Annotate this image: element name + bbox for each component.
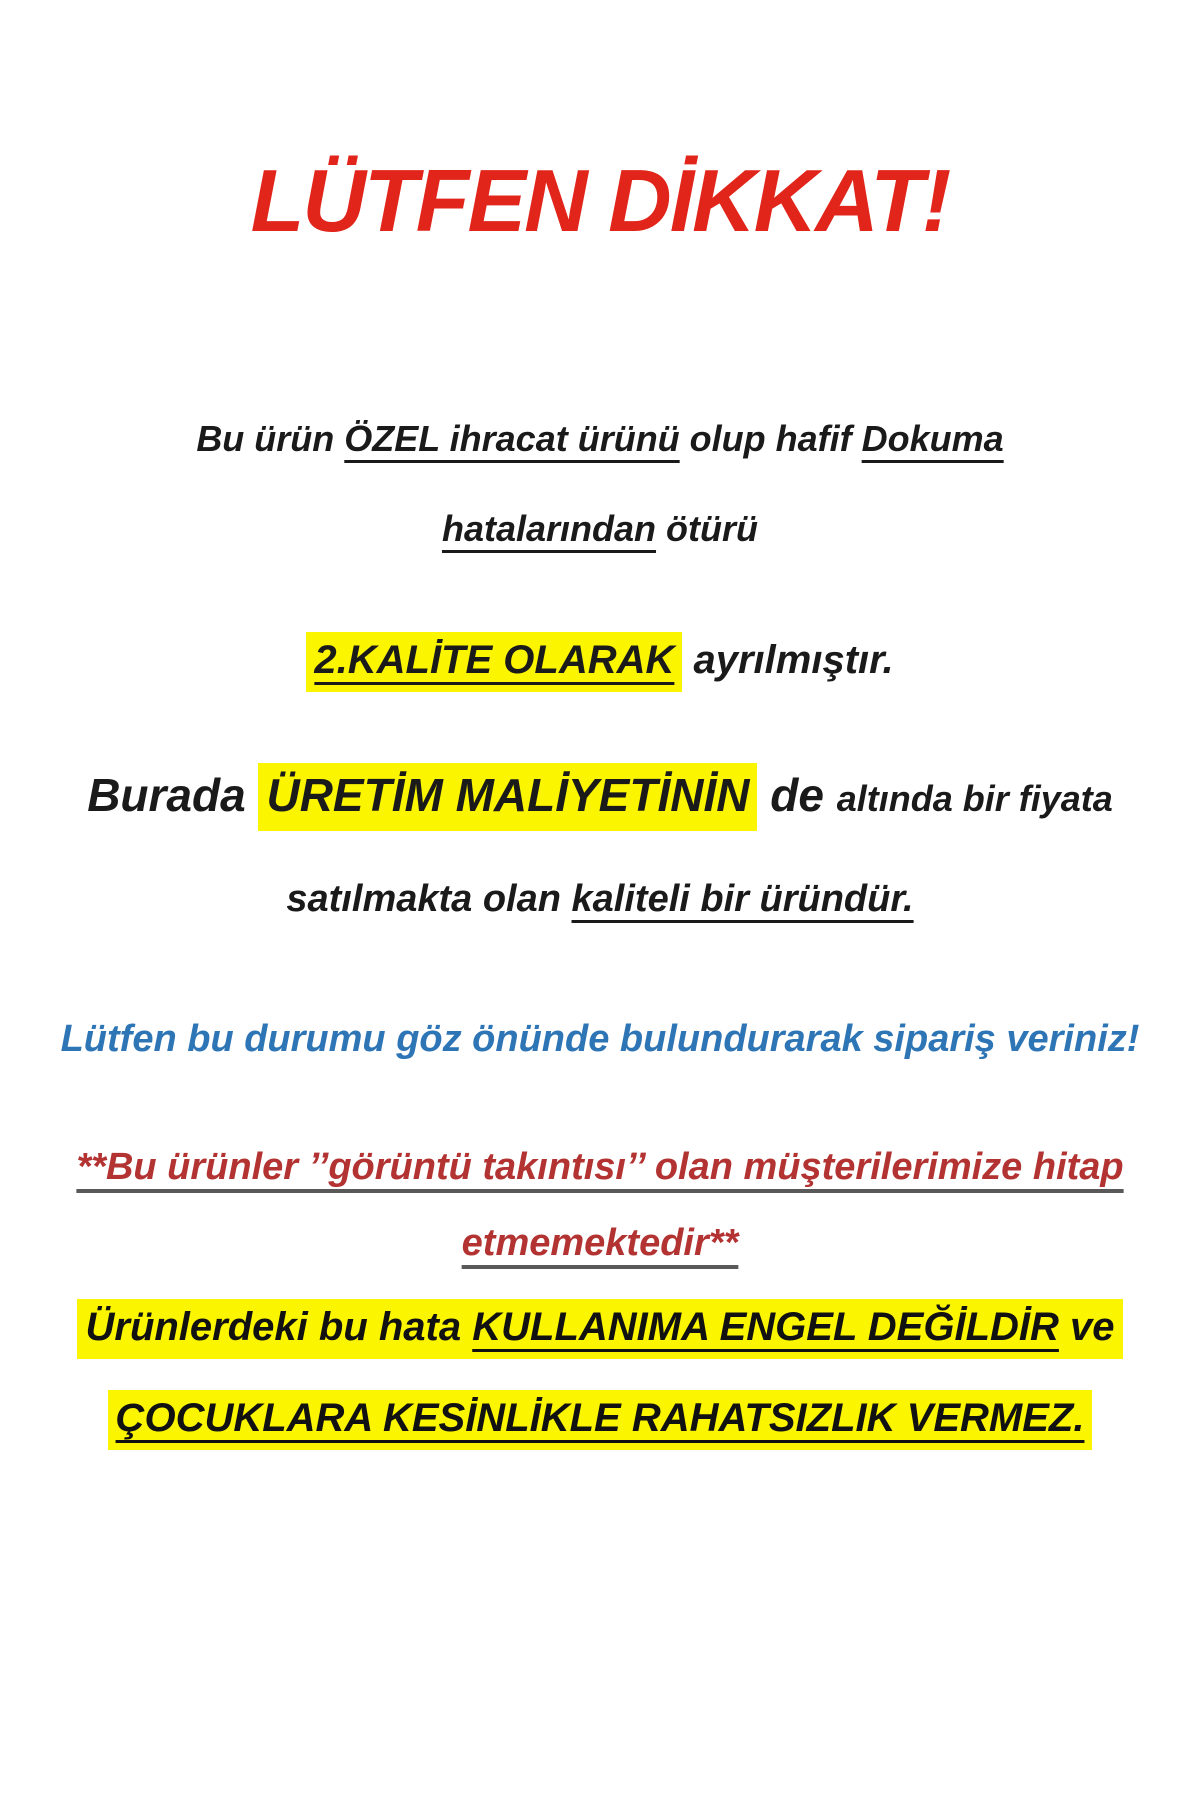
text-segment: Ürünlerdeki bu hata [85, 1305, 473, 1349]
underlined-segment: hatalarından [441, 508, 657, 549]
text-segment: altında bir fiyata [836, 778, 1113, 819]
warning-line2 [0, 1222, 1200, 1265]
quality-product-line [0, 878, 1200, 921]
underlined-segment: KULLANIMA ENGEL DEĞİLDİR [472, 1305, 1059, 1349]
text-segment: ötürü [656, 508, 759, 549]
text-segment: Burada [87, 769, 259, 821]
footer-highlight-line1 [0, 1305, 1200, 1350]
underlined-segment: ÖZEL ihracat ürünü [344, 418, 680, 459]
underlined-segment: etmemektedir** [461, 1222, 739, 1264]
underlined-segment: kaliteli bir üründür. [571, 878, 914, 920]
text-segment: satılmakta olan [286, 878, 572, 920]
text-segment: de [757, 769, 837, 821]
production-cost-line [0, 768, 1200, 822]
highlighted-underlined-segment: 2.KALİTE OLARAK [306, 632, 682, 692]
para1-line2 [0, 508, 1200, 550]
notice-title: LÜTFEN DİKKAT! [250, 151, 950, 250]
underlined-segment: **Bu ürünler ’’görüntü takıntısı’’ olan müşterilerimize hitap [76, 1146, 1124, 1188]
highlighted-underlined-segment: ÇOCUKLARA KESİNLİKLE RAHATSIZLIK VERMEZ. [108, 1390, 1093, 1450]
text-segment: ve [1058, 1305, 1115, 1349]
second-quality-line [0, 638, 1200, 683]
text-segment: olup hafif [679, 418, 862, 459]
highlighted-segment [77, 1299, 1122, 1359]
underlined-segment: Dokuma [861, 418, 1004, 459]
para1-line1 [0, 418, 1200, 460]
order-advice-line: Lütfen bu durumu göz önünde bulundurarak sipariş veriniz! [60, 1018, 1140, 1060]
highlighted-segment: ÜRETİM MALİYETİNİN [258, 763, 757, 831]
text-segment: Bu ürün [196, 418, 345, 459]
warning-line1 [0, 1146, 1200, 1189]
footer-highlight-line2 [0, 1396, 1200, 1441]
text-segment: ayrılmıştır. [682, 638, 894, 682]
